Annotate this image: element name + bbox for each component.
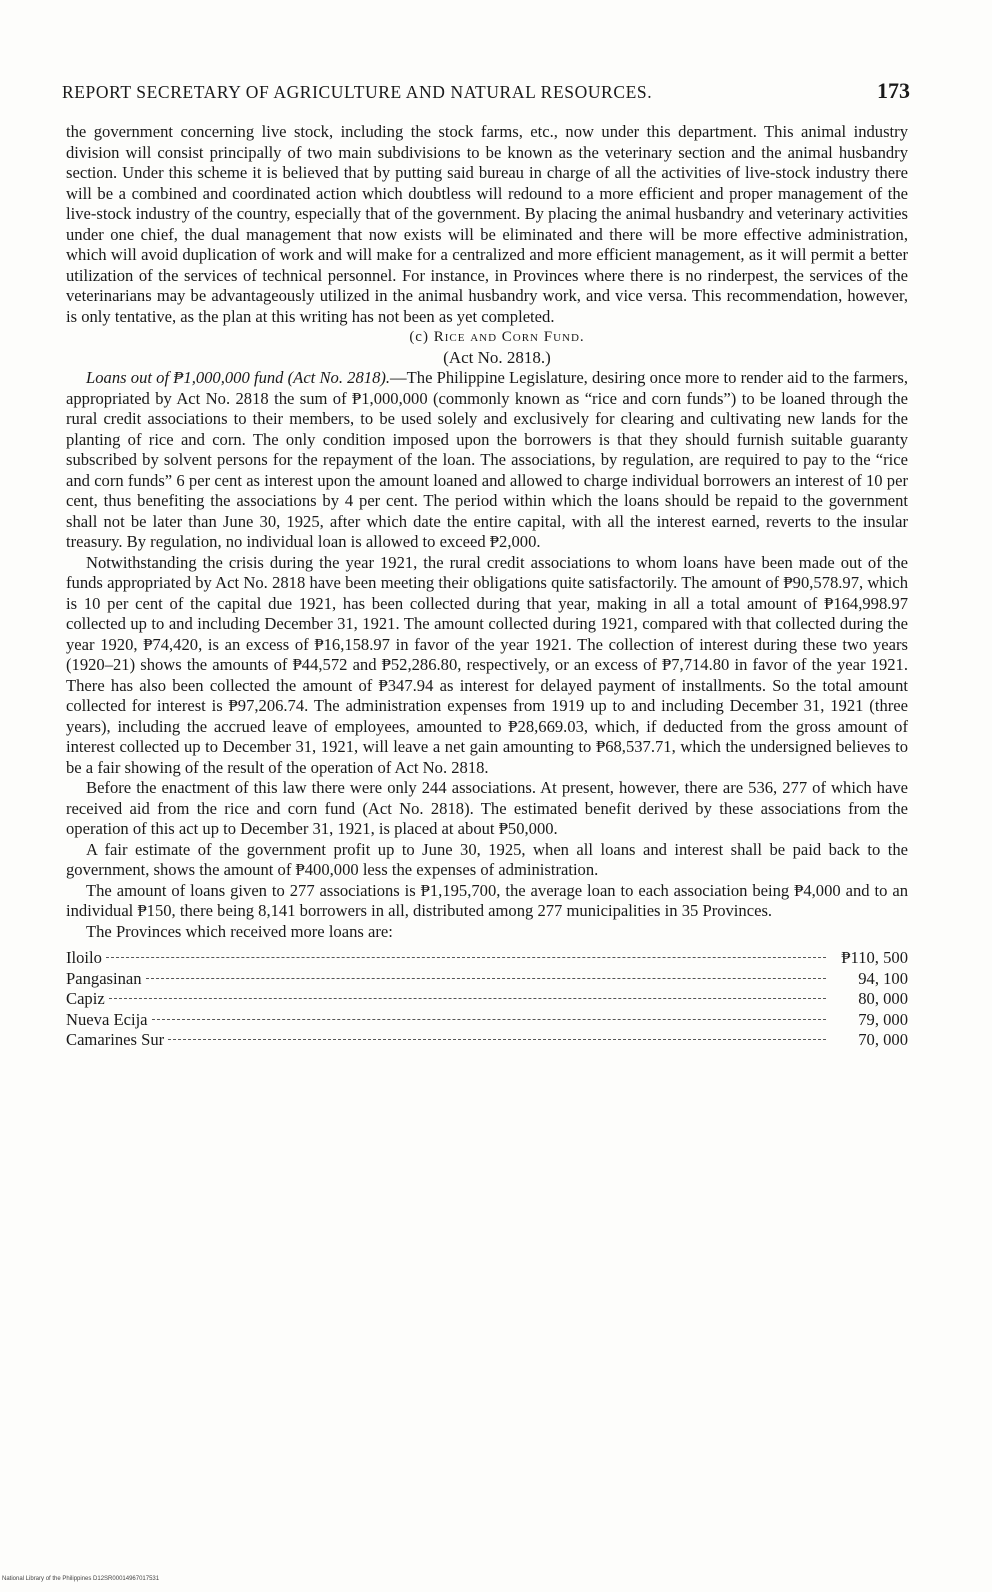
paragraph-collections: Notwithstanding the crisis during the year 1921, the rural credit associations to whom loans have been made out of the funds appropriated by Act No. 2818 have been meeting their obligations quite satisfactorily. The amount of ₱90,578.97, which is 10 per cent of the capital due 1921, has been collected during that year, making in all a total amount of ₱164,998.97 collected up to and including December 31, 1921. The amount collected during 1921, compared with that collected during the year 1920, ₱74,420, is an excess of ₱16,158.97 in favor of the year 1921. The collection of interest during these two years (1920–21) shows the amounts of ₱44,572 and ₱52,286.80, respectively, or an excess of ₱7,714.80 in favor of the year 1921. There has also been collected the amount of ₱347.94 as interest for delayed payment of installments. So the total amount collected for interest is ₱97,206.74. The administration expenses from 1919 up to and including December 31, 1921 (three years), including the accrued leave of employees, amounted to ₱28,669.03, which, if deducted from the gross amount of interest collected up to December 31, 1921, will leave a net gain amounting to ₱68,537.71, which the undersigned believes to be a fair showing of the result of the operation of Act No. 2818. (66, 552, 908, 777)
province-name: Nueva Ecija (66, 1009, 148, 1029)
section-prefix: (c) (409, 329, 429, 345)
act-heading: (Act No. 2818.) (443, 347, 551, 367)
table-row (66, 1010, 908, 1031)
leader-dots (152, 1019, 826, 1020)
province-name: Iloilo (66, 948, 102, 967)
table-row (66, 989, 908, 1010)
table-row (66, 948, 908, 969)
loan-amount: 79, 000 (858, 1009, 908, 1029)
provinces-loans-table (66, 948, 908, 1051)
paragraph-loans-text: —The Philippine Legislature, desiring once more to render aid to the farmers, appropriated by Act No. 2818 the sum of ₱1,000,000 (commonly known as “rice and corn funds”) to be loaned through the rural credit associations to their members, to be used solely and exclusively for clearing and cultivating new lands for the planting of rice and corn. The only condition imposed upon the borrowers is that they should furnish suitable guaranty subscribed by solvent persons for the repayment of the loan. The associations, by regulation, are required to pay to the “rice and corn funds” 6 per cent as interest upon the amount loaned and allowed to charge individual borrowers an interest of 10 per cent, thus benefiting the associations by 4 per cent. The period within which the loans should be repaid to the government shall not be later than June 30, 1925, after which date the entire capital, with all the interest earned, reverts to the insular treasury. By regulation, no individual loan is allowed to exceed ₱2,000. (66, 368, 908, 551)
library-stamp: National Library of the Philippines D12SR00014967017531 (2, 1576, 160, 1582)
leader-dots (146, 978, 826, 979)
loan-amount: ₱110, 500 (841, 948, 908, 967)
section-heading (66, 327, 908, 348)
page-number: 173 (877, 78, 910, 103)
province-name: Pangasinan (66, 968, 142, 988)
paragraph-provinces-intro: The Provinces which received more loans are: (86, 921, 393, 941)
leader-dots (106, 957, 826, 958)
paragraph-live-stock: the government concerning live stock, including the stock farms, etc., now under this department. This animal industry division will consist principally of two main subdivisions to be known as the veterinary section and the animal husbandry section. Under this scheme it is believed that by putting said bureau in charge of all the activities of live-stock industry there will be a combined and coordinated action which doubtless will redound to a more efficient and proper management of the live-stock industry of the country, especially that of the government. By placing the animal husbandry and veterinary activities under one chief, the dual management that now exists will be eliminated and there will be more effective administration, which will avoid duplication of work and will make for a centralized and more efficient management, as it will permit a better utilization of the services of technical personnel. For instance, in Provinces where there is no rinderpest, the services of the veterinarians may be advantageously utilized in the animal husbandry work, and vice versa. This recommendation, however, is only tentative, as the plan at this writing has not been as yet completed. (66, 122, 908, 326)
paragraph-loan-amounts: The amount of loans given to 277 associations is ₱1,195,700, the average loan to each association being ₱4,000 and to an individual ₱150, there being 8,141 borrowers in all, distributed among 277 municipalities in 35 Provinces. (66, 880, 908, 920)
paragraph-profit-estimate: A fair estimate of the government profit up to June 30, 1925, when all loans and interest shall be paid back to the government, shows the amount of ₱400,000 less the expenses of administration. (66, 839, 908, 879)
province-name: Capiz (66, 989, 105, 1008)
running-title: REPORT SECRETARY OF AGRICULTURE AND NATURAL RESOURCES. (62, 82, 653, 102)
loan-amount: 80, 000 (858, 989, 908, 1008)
paragraph-associations: Before the enactment of this law there were only 244 associations. At present, however, there are 536, 277 of which have received aid from the rice and corn fund (Act No. 2818). The estimated benefit derived by these associations from the operation of this act up to December 31, 1921, is placed at about ₱50,000. (66, 778, 908, 838)
leader-dots (109, 998, 826, 999)
running-header (62, 78, 910, 104)
loan-amount: 94, 100 (858, 968, 908, 988)
province-name: Camarines Sur (66, 1030, 165, 1049)
section-title: Rice and Corn Fund. (433, 329, 585, 345)
loan-amount: 70, 000 (858, 1030, 908, 1049)
leader-dots (168, 1039, 826, 1040)
paragraph-loans (66, 368, 908, 553)
document-body (66, 122, 908, 1051)
table-row (66, 969, 908, 990)
table-row (66, 1030, 908, 1051)
paragraph-lead: Loans out of ₱1,000,000 fund (Act No. 2818). (86, 368, 391, 387)
